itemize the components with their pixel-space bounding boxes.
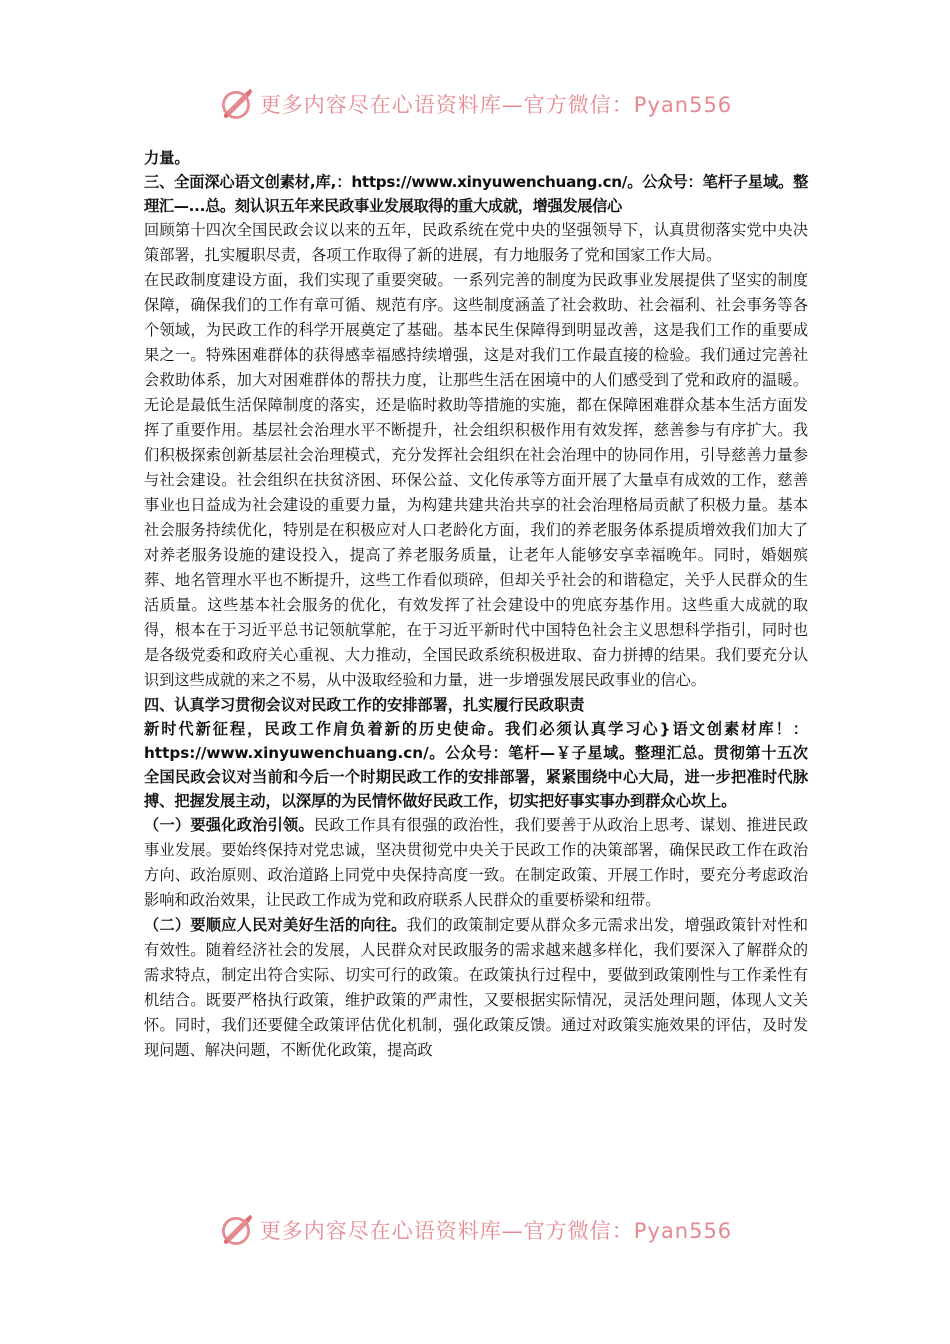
document-body xyxy=(144,146,808,1063)
line-start: 力量。 xyxy=(144,149,190,167)
banner-text: 更多内容尽在心语资料库—官方微信：Pyan556 xyxy=(259,1219,733,1243)
pen-scroll-logo-icon xyxy=(218,1212,254,1248)
item-2-lead: （二）要顺应人民对美好生活的向往。 xyxy=(144,916,407,934)
paragraph-achievements: 在民政制度建设方面，我们实现了重要突破。一系列完善的制度为民政事业发展提供了坚实的制度保障，确保我们的工作有章可循、规范有序。这些制度涵盖了社会救助、社会福利、社会事务等各个领域，为民政工作的科学开展奠定了基础。基本民生保障得到明显改善，这是我们工作的重要成果之一。特殊困难群体的获得感幸福感持续增强，这是对我们工作最直接的检验。我们通过完善社会救助体系，加大对困难群体的帮扶力度，让那些生活在困境中的人们感受到了党和政府的温暖。无论是最低生活保障制度的落实，还是临时救助等措施的实施，都在保障困难群众基本生活方面发挥了重要作用。基层社会治理水平不断提升，社会组织积极作用有效发挥，慈善参与有序扩大。我们积极探索创新基层社会治理模式，充分发挥社会组织在社会治理中的协同作用，引导慈善力量参与社会建设。社会组织在扶贫济困、环保公益、文化传承等方面开展了大量卓有成效的工作，慈善事业也日益成为社会建设的重要力量，为构建共建共治共享的社会治理格局贡献了积极力量。基本社会服务持续优化，特别是在积极应对人口老龄化方面，我们的养老服务体系提质增效我们加大了对养老服务设施的建设投入，提高了养老服务质量，让老年人能够安享幸福晚年。同时，婚姻殡葬、地名管理水平也不断提升，这些工作看似琐碎，但却关乎社会的和谐稳定，关乎人民群众的生活质量。这些基本社会服务的优化，有效发挥了社会建设中的兜底夯基作用。这些重大成就的取得，根本在于习近平总书记领航掌舵，在于习近平新时代中国特色社会主义思想科学指引，同时也是各级党委和政府关心重视、大力推动，全国民政系统积极进取、奋力拼搏的结果。我们要充分认识到这些成就的来之不易，从中汲取经验和力量，进一步增强发展民政事业的信心。 xyxy=(144,271,808,689)
section-heading-3: 三、全面深心语文创素材,库,：https://www.xinyuwenchuang.cn/。公众号：笔杆子星域。整理汇—...总。刻认识五年来民政事业发展取得的重大成就，增强发展信心 xyxy=(144,173,808,215)
paragraph-mission: 新时代新征程，民政工作肩负着新的历史使命。我们必须认真学习心}语文创素材库！：https://www.xinyuwenchuang.cn/。公众号：笔杆—￥子星域。整理汇总。贯彻第十五次全国民政会议对当前和今后一个时期民政工作的安排部署，紧紧围绕中心大局，进一步把准时代脉搏、把握发展主动，以深厚的为民情怀做好民政工作，切实把好事实事办到群众心坎上。 xyxy=(144,720,808,810)
section-heading-4: 四、认真学习贯彻会议对民政工作的安排部署，扎实履行民政职责 xyxy=(144,696,585,714)
item-political-guidance xyxy=(144,813,808,913)
item-1-text: 民政工作具有很强的政治性，我们要善于从政治上思考、谋划、推进民政事业发展。要始终保持对党忠诚，坚决贯彻党中央关于民政工作的决策部署，确保民政工作在政治方向、政治原则、政治道路上同党中央保持高度一致。在制定政策、开展工作时，要充分考虑政治影响和政治效果，让民政工作成为党和政府联系人民群众的重要桥梁和纽带。 xyxy=(144,816,809,909)
header-banner xyxy=(0,84,950,124)
item-1-lead: （一）要强化政治引领。 xyxy=(144,816,314,834)
pen-scroll-logo-icon xyxy=(218,86,254,122)
banner-text: 更多内容尽在心语资料库—官方微信：Pyan556 xyxy=(259,93,733,117)
footer-banner xyxy=(0,1210,950,1250)
paragraph-review: 回顾第十四次全国民政会议以来的五年，民政系统在党中央的坚强领导下，认真贯彻落实党中央决策部署，扎实履职尽责，各项工作取得了新的进展，有力地服务了党和国家工作大局。 xyxy=(144,221,808,264)
item-people-aspirations xyxy=(144,913,808,1063)
item-2-text: 我们的政策制定要从群众多元需求出发，增强政策针对性和有效性。随着经济社会的发展，人民群众对民政服务的需求越来越多样化，我们要深入了解群众的需求特点，制定出符合实际、切实可行的政策。在政策执行过程中，要做到政策刚性与工作柔性有机结合。既要严格执行政策，维护政策的严肃性，又要根据实际情况，灵活处理问题，体现人文关怀。同时，我们还要健全政策评估优化机制，强化政策反馈。通过对政策实施效果的评估，及时发现问题、解决问题，不断优化政策，提高政 xyxy=(144,916,809,1059)
